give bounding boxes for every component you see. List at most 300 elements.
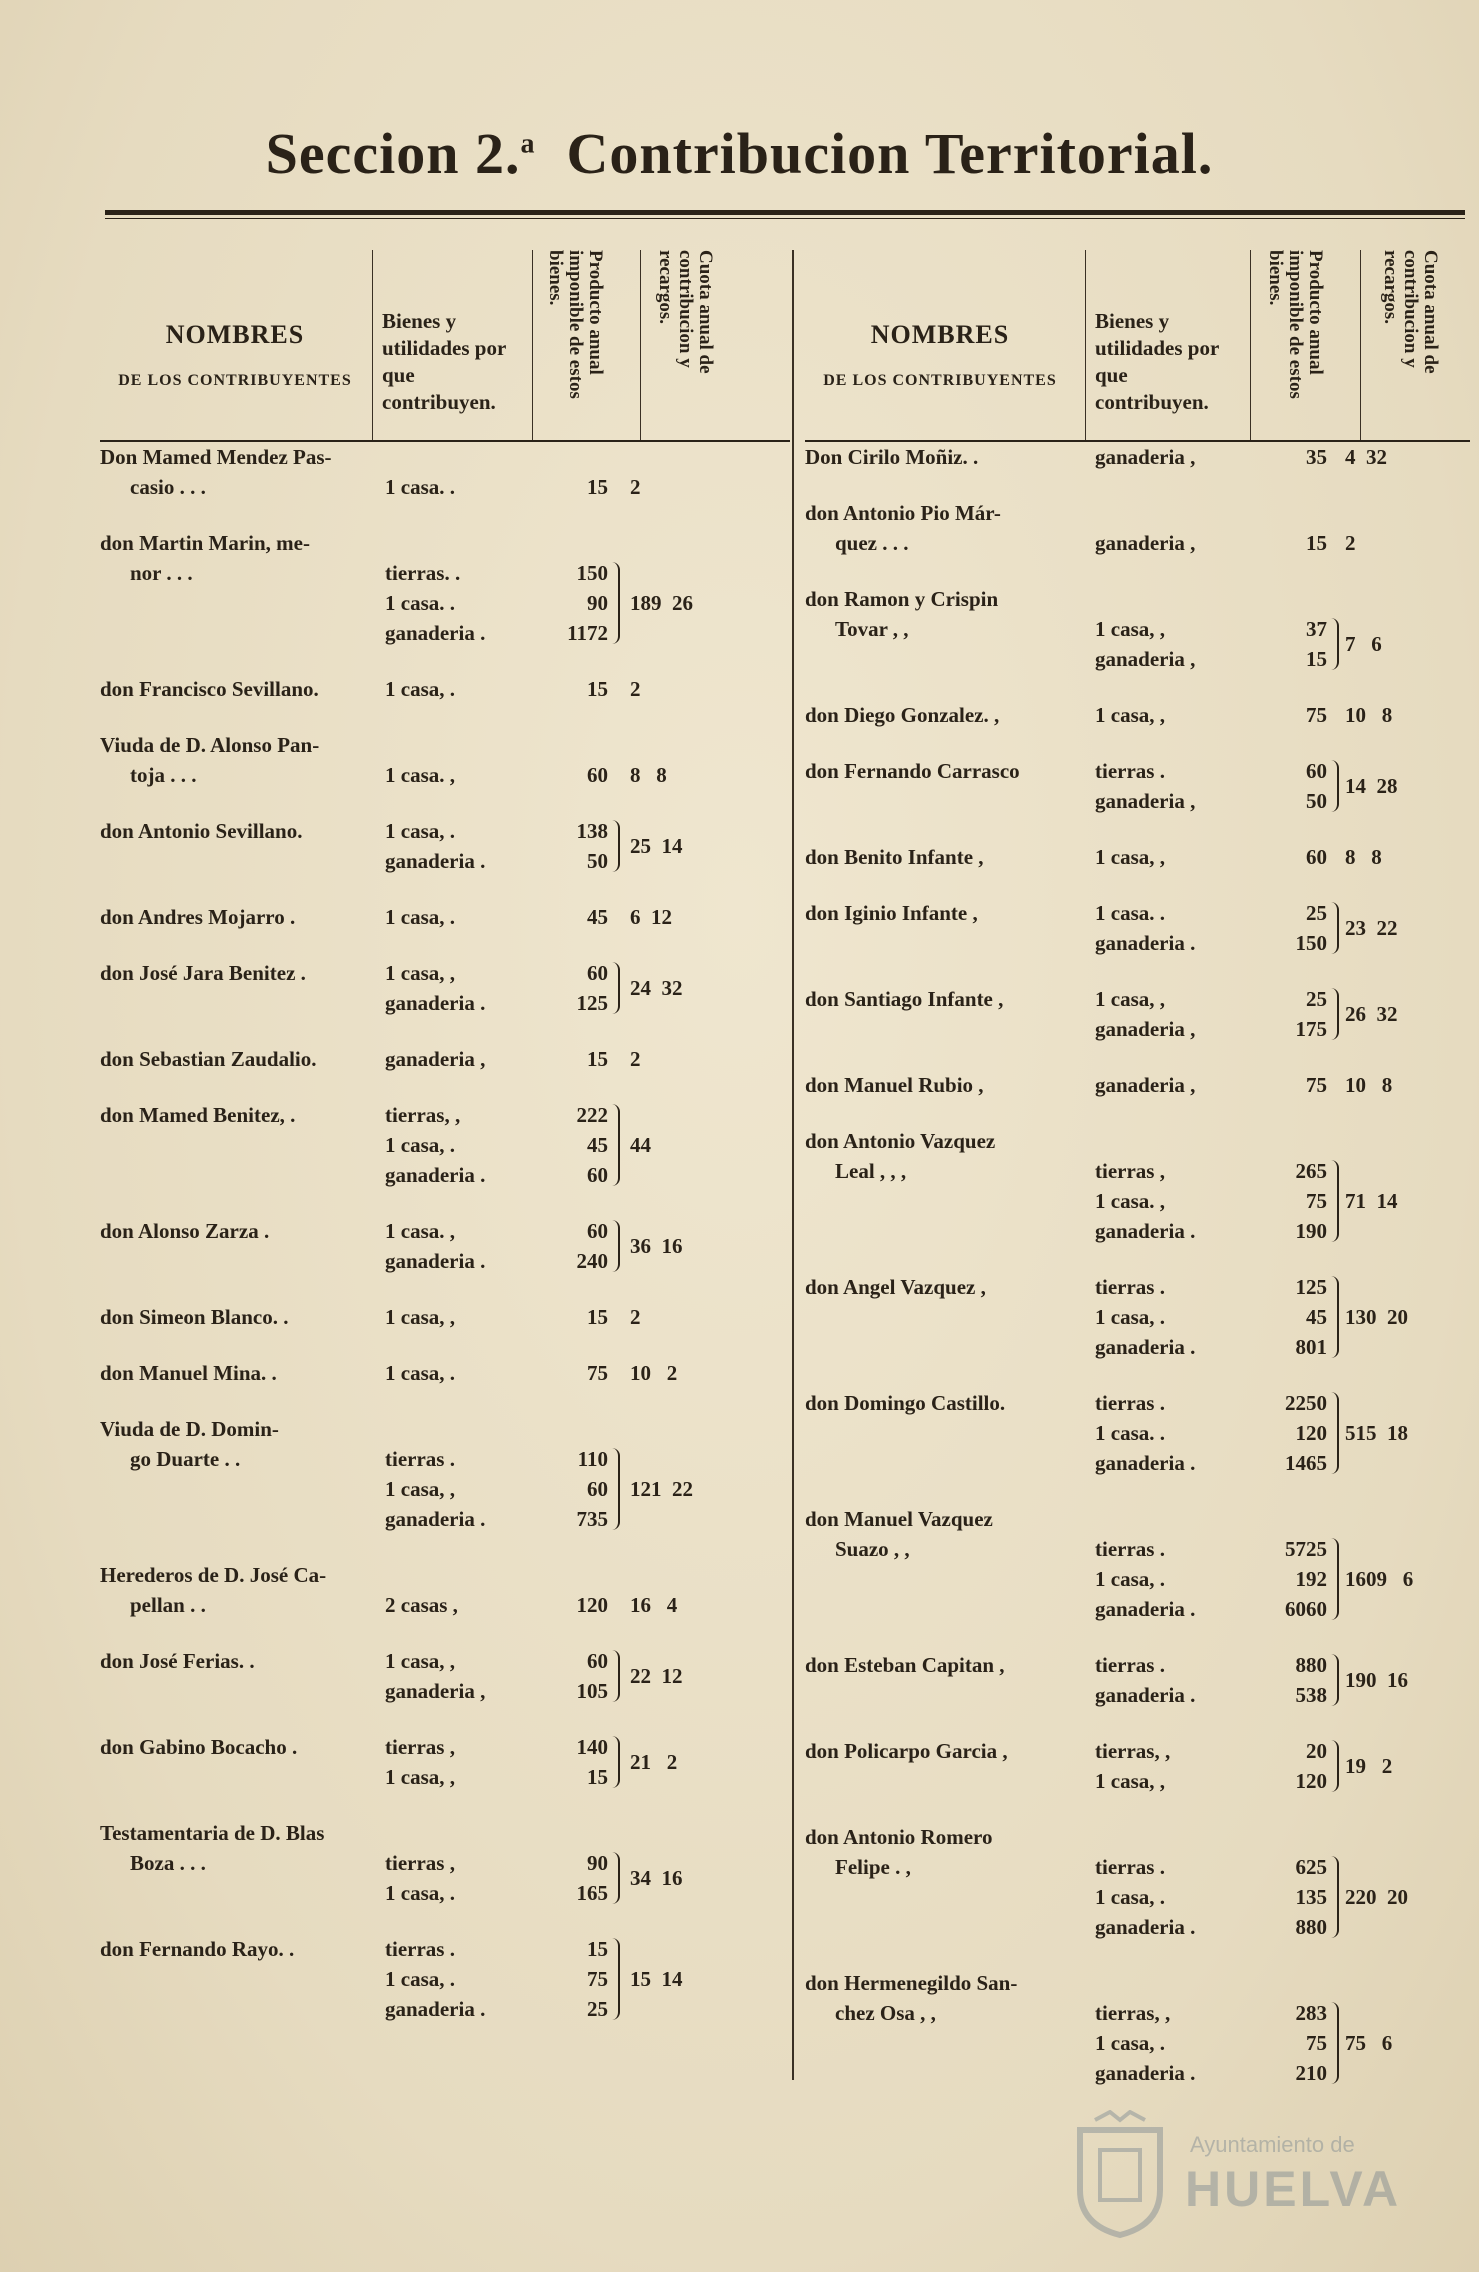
- cuota-value: 220 20: [1345, 1885, 1408, 1909]
- grouping-brace: [612, 1220, 620, 1272]
- goods-list: [1095, 898, 1245, 958]
- contributor-name-line1: don Manuel Mina. .: [100, 1361, 277, 1385]
- product-values: [540, 1934, 608, 2024]
- names-header: [100, 320, 370, 390]
- product-value: 138: [576, 819, 608, 843]
- product-value: 45: [1306, 1305, 1327, 1329]
- goods-item: tierras, ,: [385, 1103, 461, 1127]
- product-values: [1255, 442, 1327, 472]
- contributor-name: [805, 1736, 1090, 1766]
- contributor-name-line1: don Iginio Infante ,: [805, 901, 978, 925]
- grouping-brace: [1331, 760, 1339, 812]
- contributor-name: [100, 816, 385, 846]
- contributor-name: [100, 1934, 385, 1964]
- goods-item: ganaderia .: [385, 991, 486, 1015]
- goods-item: 1 casa, .: [1095, 1567, 1165, 1591]
- goods-list: [385, 1444, 535, 1534]
- product-value: 222: [576, 1103, 608, 1127]
- product-values: [1255, 1998, 1327, 2088]
- grouping-brace: [612, 1448, 620, 1530]
- contributor-name-line1: Herederos de D. José Ca-: [100, 1563, 327, 1587]
- cuota-value: 71 14: [1345, 1189, 1398, 1213]
- grouping-brace: [1331, 1740, 1339, 1792]
- goods-list: [385, 902, 535, 932]
- title-superscript: a: [520, 128, 536, 160]
- product-value: 15: [1306, 531, 1327, 555]
- contributor-entry: [100, 674, 790, 704]
- cuota-value: 19 2: [1345, 1754, 1393, 1778]
- contributor-name-line2: Tovar , ,: [835, 617, 909, 641]
- product-value: 125: [1295, 1275, 1327, 1299]
- cuota-value: 24 32: [630, 976, 683, 1000]
- contributor-name-line2: Felipe . ,: [835, 1855, 911, 1879]
- contributor-name-line1: don Fernando Carrasco: [805, 759, 1020, 783]
- contributor-name-line1: don Angel Vazquez ,: [805, 1275, 986, 1299]
- product-value: 60: [587, 1649, 608, 1673]
- contributor-name-line1: Viuda de D. Domin-: [100, 1417, 279, 1441]
- contributor-name-line2: quez . . .: [835, 531, 909, 555]
- contributor-name: [100, 1302, 385, 1332]
- goods-item: tierras .: [1095, 1391, 1165, 1415]
- goods-list: [385, 1358, 535, 1388]
- product-value: 538: [1295, 1683, 1327, 1707]
- header-rule: [1085, 250, 1086, 440]
- watermark: [1070, 2110, 1400, 2240]
- goods-list: [385, 816, 535, 876]
- product-values: [1255, 1272, 1327, 1362]
- grouping-brace: [612, 962, 620, 1014]
- contributor-name: [805, 898, 1090, 928]
- contributor-name-line1: don Francisco Sevillano.: [100, 677, 319, 701]
- contributor-name-line1: don Benito Infante ,: [805, 845, 984, 869]
- goods-list: [385, 1646, 535, 1706]
- contributor-entry: [100, 1100, 790, 1190]
- contributor-name-line1: don Manuel Rubio ,: [805, 1073, 984, 1097]
- cuota-value: 23 22: [1345, 916, 1398, 940]
- contributor-name: [805, 756, 1090, 786]
- contributor-entry: [805, 1126, 1470, 1246]
- product-values: [1255, 1070, 1327, 1100]
- contributor-entry: [100, 1646, 790, 1706]
- contributor-name-line1: don Simeon Blanco. .: [100, 1305, 289, 1329]
- contributor-name: [805, 1504, 1090, 1564]
- contributor-name: [805, 1272, 1090, 1302]
- goods-item: 1 casa. ,: [1095, 1189, 1165, 1213]
- product-values: [540, 1302, 608, 1332]
- goods-item: 1 casa. .: [385, 591, 455, 615]
- grouping-brace: [1331, 1538, 1339, 1620]
- goods-item: 1 casa, .: [1095, 1305, 1165, 1329]
- product-values: [1255, 700, 1327, 730]
- contributor-name: [100, 1560, 385, 1620]
- product-value: 20: [1306, 1739, 1327, 1763]
- contributor-name: [100, 902, 385, 932]
- contributor-entry: [805, 1822, 1470, 1942]
- header-rule: [640, 250, 641, 440]
- contributor-name: [805, 1822, 1090, 1882]
- contributor-name-line1: don Antonio Pio Már-: [805, 501, 1001, 525]
- goods-item: ganaderia .: [385, 1249, 486, 1273]
- product-value: 90: [587, 591, 608, 615]
- header-rule: [372, 250, 373, 440]
- goods-item: tierras ,: [385, 1735, 455, 1759]
- product-value: 15: [587, 475, 608, 499]
- product-value: 120: [1295, 1769, 1327, 1793]
- product-values: [1255, 614, 1327, 674]
- product-value: 1172: [567, 621, 608, 645]
- goods-item: 1 casa, ,: [1095, 617, 1165, 641]
- cuota-value: 22 12: [630, 1664, 683, 1688]
- goods-item: tierras .: [385, 1447, 455, 1471]
- product-values: [1255, 1650, 1327, 1710]
- product-value: 105: [576, 1679, 608, 1703]
- goods-list: [1095, 614, 1245, 674]
- product-values: [1255, 842, 1327, 872]
- contributor-entry: [805, 842, 1470, 872]
- product-value: 60: [587, 1219, 608, 1243]
- goods-item: ganaderia .: [1095, 1219, 1196, 1243]
- goods-item: 1 casa, .: [385, 1967, 455, 1991]
- product-values: [540, 902, 608, 932]
- goods-list: [1095, 1736, 1245, 1796]
- contributor-entry: [100, 1302, 790, 1332]
- product-value: 60: [1306, 759, 1327, 783]
- contributor-name: [805, 584, 1090, 644]
- contributor-name: [100, 1216, 385, 1246]
- goods-list: [1095, 984, 1245, 1044]
- contributor-name-line1: don Antonio Sevillano.: [100, 819, 303, 843]
- goods-item: tierras ,: [385, 1851, 455, 1875]
- goods-list: [1095, 756, 1245, 816]
- goods-list: [385, 1044, 535, 1074]
- cuota-header: Cuota anual de contribucion y recargos.: [1380, 250, 1441, 374]
- product-values: [540, 1646, 608, 1706]
- contributor-entry: [805, 1504, 1470, 1624]
- contributor-name-line1: Don Cirilo Moñiz. .: [805, 445, 979, 469]
- title-rule-thin: [105, 218, 1465, 219]
- contributor-entry: [100, 1934, 790, 2024]
- goods-list: [1095, 1650, 1245, 1710]
- product-values: [540, 1732, 608, 1792]
- contributor-name-line1: Testamentaria de D. Blas: [100, 1821, 325, 1845]
- goods-item: tierras. .: [385, 561, 461, 585]
- product-value: 1465: [1285, 1451, 1327, 1475]
- names-header-small: DE LOS CONTRIBUYENTES: [118, 372, 352, 389]
- grouping-brace: [1331, 1392, 1339, 1474]
- contributor-name-line1: don Manuel Vazquez: [805, 1507, 993, 1531]
- goods-item: 1 casa, .: [385, 905, 455, 929]
- contributor-entry: [805, 1650, 1470, 1710]
- grouping-brace: [1331, 1654, 1339, 1706]
- contributor-entry: [100, 1414, 790, 1534]
- contributor-name-line1: don Sebastian Zaudalio.: [100, 1047, 317, 1071]
- product-values: [540, 760, 608, 790]
- contributor-name-line1: don Esteban Capitan ,: [805, 1653, 1005, 1677]
- bienes-header: Bienes y utilidades por que contribuyen.: [382, 309, 506, 414]
- contributor-entry: [805, 442, 1470, 472]
- goods-item: tierras .: [385, 1937, 455, 1961]
- grouping-brace: [1331, 2002, 1339, 2084]
- goods-item: ganaderia .: [1095, 1451, 1196, 1475]
- goods-item: 1 casa, .: [385, 819, 455, 843]
- goods-list: [1095, 1388, 1245, 1478]
- cuota-value: 2: [630, 1047, 641, 1071]
- goods-list: [1095, 1998, 1245, 2088]
- cuota-value: 1609 6: [1345, 1567, 1414, 1591]
- goods-item: tierras .: [1095, 1653, 1165, 1677]
- cuota-value: 8 8: [630, 763, 667, 787]
- cuota-value: 2: [630, 1305, 641, 1329]
- product-value: 125: [576, 991, 608, 1015]
- goods-item: tierras .: [1095, 1275, 1165, 1299]
- grouping-brace: [1331, 1856, 1339, 1938]
- goods-item: ganaderia .: [385, 1997, 486, 2021]
- product-value: 210: [1295, 2061, 1327, 2085]
- contributor-entry: [805, 1968, 1470, 2088]
- bienes-header: Bienes y utilidades por que contribuyen.: [1095, 309, 1219, 414]
- watermark-line1: Ayuntamiento de: [1190, 2132, 1355, 2157]
- grouping-brace: [612, 1104, 620, 1186]
- goods-item: ganaderia .: [385, 849, 486, 873]
- product-values: [1255, 984, 1327, 1044]
- goods-item: ganaderia ,: [1095, 1073, 1196, 1097]
- product-value: 75: [1306, 1073, 1327, 1097]
- product-values: [1255, 1534, 1327, 1624]
- contributor-name: [100, 1414, 385, 1474]
- grouping-brace: [1331, 1276, 1339, 1358]
- contributor-name: [805, 700, 1090, 730]
- contributor-name-line1: don Gabino Bocacho .: [100, 1735, 298, 1759]
- cuota-value: 21 2: [630, 1750, 678, 1774]
- left-header: [100, 240, 790, 442]
- contributor-entry: [100, 1358, 790, 1388]
- cuota-value: 10 8: [1345, 1073, 1393, 1097]
- goods-list: [1095, 700, 1245, 730]
- goods-item: ganaderia .: [1095, 1915, 1196, 1939]
- product-value: 75: [1306, 703, 1327, 727]
- grouping-brace: [1331, 618, 1339, 670]
- product-value: 150: [576, 561, 608, 585]
- contributor-name: [805, 1388, 1090, 1418]
- product-value: 120: [1295, 1421, 1327, 1445]
- cuota-value: 6 12: [630, 905, 672, 929]
- cuota-value: 4 32: [1345, 445, 1387, 469]
- right-header: [805, 240, 1470, 442]
- contributor-name: [100, 528, 385, 588]
- title-main: Contribucion Territorial.: [566, 121, 1214, 186]
- goods-item: 1 casa, .: [1095, 1885, 1165, 1909]
- product-value: 90: [587, 1851, 608, 1875]
- huelva-crest-icon: [1070, 2110, 1170, 2240]
- contributor-entry: [805, 584, 1470, 674]
- contributor-name: [805, 842, 1090, 872]
- product-value: 75: [1306, 1189, 1327, 1213]
- cuota-value: 121 22: [630, 1477, 693, 1501]
- watermark-line2: HUELVA: [1185, 2161, 1402, 2217]
- contributor-name: [805, 1126, 1090, 1186]
- cuota-value: 189 26: [630, 591, 693, 615]
- product-value: 25: [1306, 987, 1327, 1011]
- goods-list: [385, 472, 535, 502]
- contributor-entry: [100, 528, 790, 648]
- contributor-name-line1: don Fernando Rayo. .: [100, 1937, 295, 1961]
- title-rule: [105, 210, 1465, 215]
- column-divider: [792, 250, 794, 2080]
- contributor-entry: [805, 700, 1470, 730]
- grouping-brace: [612, 1938, 620, 2020]
- contributor-name-line2: Leal , , ,: [835, 1159, 907, 1183]
- product-value: 15: [1306, 647, 1327, 671]
- grouping-brace: [612, 562, 620, 644]
- product-values: [1255, 898, 1327, 958]
- contributor-name-line1: don Hermenegildo San-: [805, 1971, 1018, 1995]
- header-rule: [532, 250, 533, 440]
- goods-list: [1095, 1156, 1245, 1246]
- contributor-name-line1: don José Ferias. .: [100, 1649, 255, 1673]
- goods-item: ganaderia ,: [385, 1047, 486, 1071]
- goods-item: ganaderia .: [1095, 1597, 1196, 1621]
- goods-item: tierras, ,: [1095, 2001, 1171, 2025]
- contributor-name-line1: don Antonio Romero: [805, 1825, 993, 1849]
- cuota-value: 515 18: [1345, 1421, 1408, 1445]
- contributor-name-line1: don Domingo Castillo.: [805, 1391, 1006, 1415]
- contributor-name-line1: don Santiago Infante ,: [805, 987, 1004, 1011]
- product-values: [1255, 756, 1327, 816]
- goods-item: ganaderia .: [1095, 931, 1196, 955]
- goods-item: 1 casa. ,: [385, 763, 455, 787]
- contributor-name: [805, 1650, 1090, 1680]
- page-title: [0, 120, 1479, 187]
- product-value: 15: [587, 1765, 608, 1789]
- contributor-name: [805, 442, 1090, 472]
- goods-list: [1095, 442, 1245, 472]
- contributor-name-line2: casio . . .: [130, 475, 206, 499]
- contributor-entry: [100, 1044, 790, 1074]
- product-value: 45: [587, 1133, 608, 1157]
- product-value: 2250: [1285, 1391, 1327, 1415]
- cuota-value: 2: [630, 677, 641, 701]
- contributor-entry: [100, 816, 790, 876]
- contributor-name: [805, 498, 1090, 558]
- product-value: 45: [587, 905, 608, 929]
- product-value: 110: [577, 1447, 608, 1471]
- grouping-brace: [612, 1650, 620, 1702]
- goods-list: [385, 1934, 535, 2024]
- product-values: [1255, 1852, 1327, 1942]
- product-value: 60: [587, 961, 608, 985]
- cuota-value: 44: [630, 1133, 651, 1157]
- contributor-name-line1: don José Jara Benitez .: [100, 961, 306, 985]
- goods-item: 1 casa, .: [385, 677, 455, 701]
- goods-item: tierras, ,: [1095, 1739, 1171, 1763]
- goods-item: ganaderia .: [385, 1163, 486, 1187]
- product-value: 75: [587, 1361, 608, 1385]
- product-value: 75: [1306, 2031, 1327, 2055]
- product-values: [540, 1358, 608, 1388]
- contributor-entry: [805, 1272, 1470, 1362]
- goods-item: ganaderia ,: [1095, 647, 1196, 671]
- contributor-name: [100, 1646, 385, 1676]
- product-value: 75: [587, 1967, 608, 1991]
- contributor-name-line1: don Ramon y Crispin: [805, 587, 999, 611]
- contributor-name: [100, 1818, 385, 1878]
- product-values: [540, 472, 608, 502]
- cuota-value: 2: [1345, 531, 1356, 555]
- product-value: 25: [587, 1997, 608, 2021]
- product-value: 37: [1306, 617, 1327, 641]
- contributor-entry: [805, 1736, 1470, 1796]
- product-value: 15: [587, 1305, 608, 1329]
- goods-list: [385, 1100, 535, 1190]
- product-value: 625: [1295, 1855, 1327, 1879]
- contributor-name: [100, 1100, 385, 1130]
- contributor-name: [100, 730, 385, 790]
- contributor-name-line1: don Antonio Vazquez: [805, 1129, 996, 1153]
- names-header-small: DE LOS CONTRIBUYENTES: [823, 372, 1057, 389]
- contributor-name-line1: don Andres Mojarro .: [100, 905, 296, 929]
- goods-item: 1 casa. .: [1095, 901, 1165, 925]
- cuota-value: 36 16: [630, 1234, 683, 1258]
- contributor-name-line1: don Mamed Benitez, .: [100, 1103, 296, 1127]
- product-value: 50: [587, 849, 608, 873]
- product-values: [540, 1444, 608, 1534]
- header-rule: [1250, 250, 1251, 440]
- producto-header: Producto anual imponible de estos bienes.: [1265, 250, 1326, 399]
- product-value: 240: [576, 1249, 608, 1273]
- contributor-name: [100, 1044, 385, 1074]
- goods-list: [1095, 842, 1245, 872]
- contributor-entry: [805, 1388, 1470, 1478]
- goods-item: ganaderia .: [385, 621, 486, 645]
- left-column: [100, 240, 790, 2050]
- goods-item: 1 casa, ,: [1095, 987, 1165, 1011]
- names-header-big: NOMBRES: [870, 320, 1010, 349]
- product-values: [540, 674, 608, 704]
- contributor-name-line1: Don Mamed Mendez Pas-: [100, 445, 332, 469]
- product-values: [1255, 1388, 1327, 1478]
- product-value: 50: [1306, 789, 1327, 813]
- contributor-name-line1: don Diego Gonzalez. ,: [805, 703, 1000, 727]
- goods-list: [1095, 1070, 1245, 1100]
- product-value: 60: [587, 1163, 608, 1187]
- goods-list: [1095, 1272, 1245, 1362]
- goods-list: [385, 558, 535, 648]
- product-value: 880: [1295, 1653, 1327, 1677]
- product-values: [540, 1100, 608, 1190]
- contributor-name-line2: nor . . .: [130, 561, 193, 585]
- goods-item: 1 casa, ,: [385, 1477, 455, 1501]
- goods-list: [385, 1590, 535, 1620]
- product-value: 165: [576, 1881, 608, 1905]
- contributor-name-line2: go Duarte . .: [130, 1447, 241, 1471]
- cuota-value: 8 8: [1345, 845, 1382, 869]
- contributor-name: [100, 1358, 385, 1388]
- product-values: [1255, 528, 1327, 558]
- names-header: [805, 320, 1075, 390]
- cuota-value: 10 2: [630, 1361, 678, 1385]
- names-header-big: NOMBRES: [165, 320, 305, 349]
- goods-list: [385, 760, 535, 790]
- goods-list: [385, 1732, 535, 1792]
- contributor-name: [100, 442, 385, 502]
- goods-item: ganaderia ,: [1095, 1017, 1196, 1041]
- contributor-entry: [100, 1818, 790, 1908]
- contributor-entry: [100, 442, 790, 502]
- goods-item: tierras ,: [1095, 1159, 1165, 1183]
- contributor-name-line2: Suazo , ,: [835, 1537, 910, 1561]
- cuota-value: 7 6: [1345, 632, 1382, 656]
- grouping-brace: [612, 1852, 620, 1904]
